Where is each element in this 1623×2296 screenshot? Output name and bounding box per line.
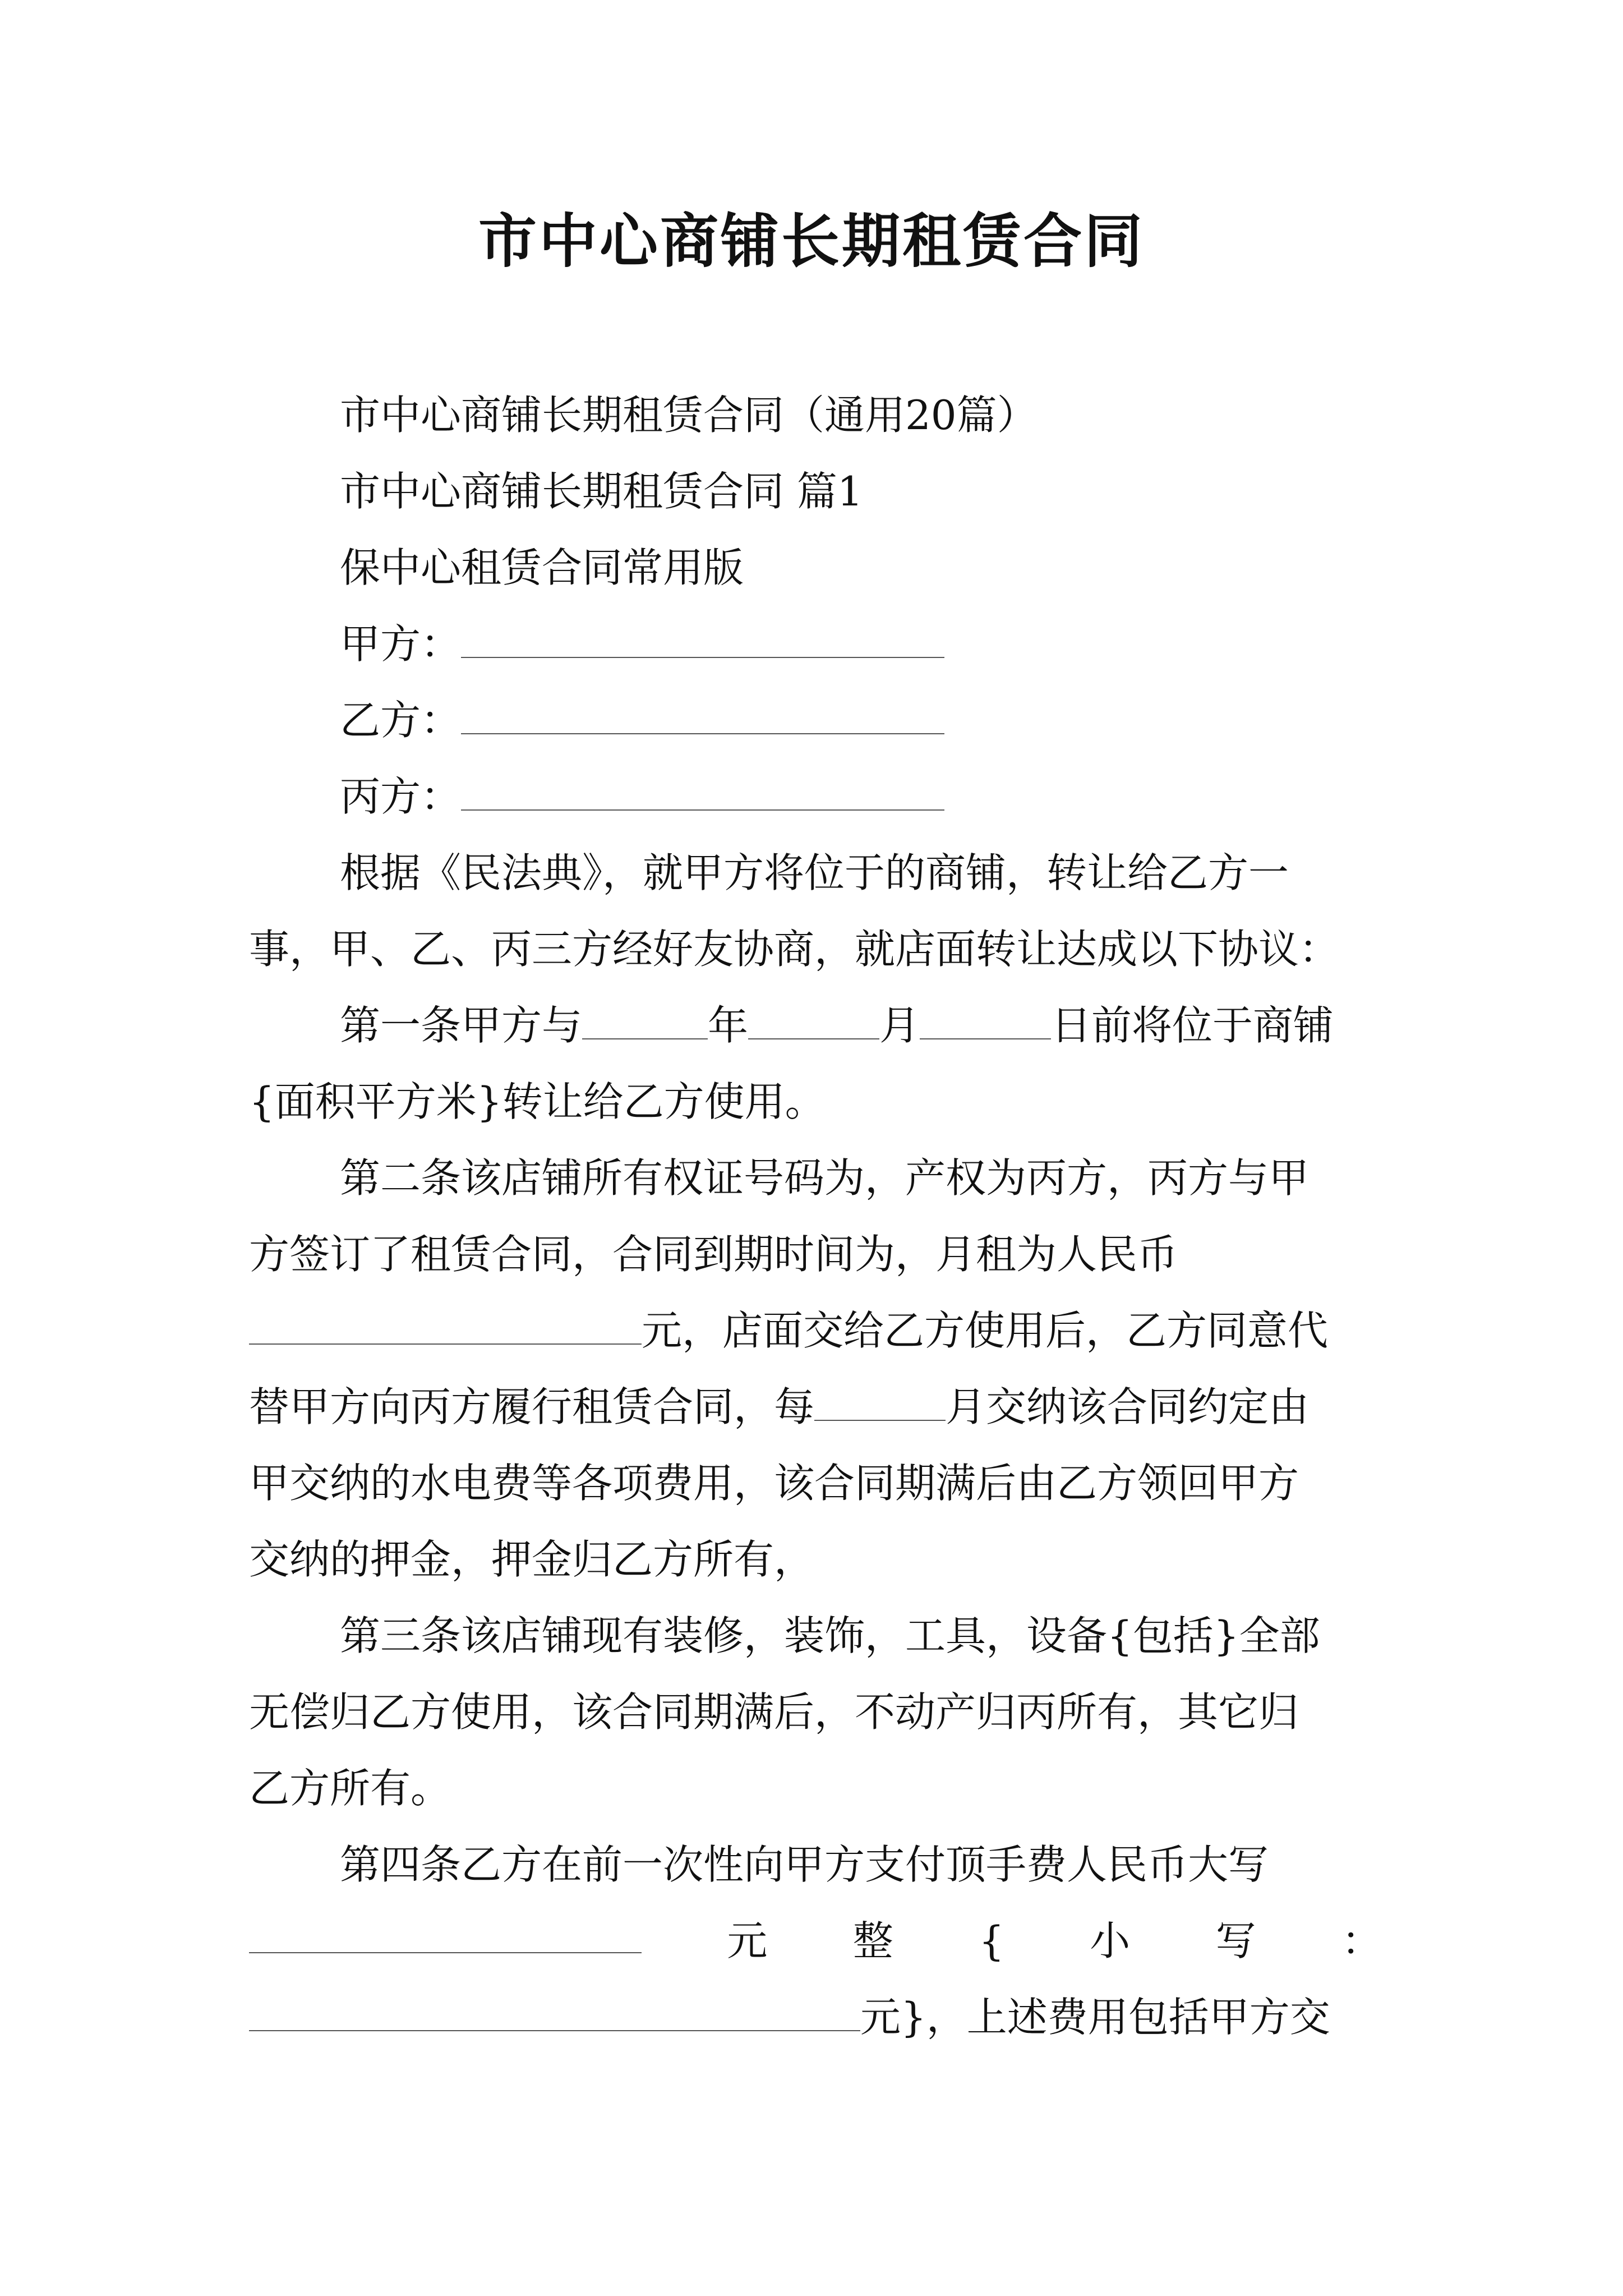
article-4-line-1: 第四条乙方在前一次性向甲方支付顶手费人民币大写: [340, 1841, 1269, 1888]
article-4-colon: ：: [1341, 1917, 1382, 1964]
party-c-line: [340, 769, 944, 825]
article-1-line-2: {面积平方米}转让给乙方使用。: [249, 1078, 826, 1125]
article-4-brace: {: [979, 1917, 1004, 1964]
year-blank[interactable]: [582, 999, 708, 1039]
article-4-yuan: 元: [727, 1917, 768, 1964]
article-2-line-5: 甲交纳的水电费等各项费用，该合同期满后由乙方领回甲方: [249, 1460, 1299, 1507]
fee-lowercase-blank[interactable]: [249, 1991, 860, 2031]
intro-line-1: 根据《民法典》，就甲方将位于的商铺，转让给乙方一: [340, 849, 1289, 896]
intro-line-2: 事，甲、乙、丙三方经好友协商，就店面转让达成以下协议：: [249, 926, 1340, 973]
party-b-blank[interactable]: [461, 694, 944, 734]
article-2-line-2: 方签订了租赁合同，合同到期时间为，月租为人民币: [249, 1231, 1178, 1278]
article-4-xiao: 小: [1090, 1917, 1131, 1964]
party-c-label: 丙方：: [340, 773, 462, 820]
payment-interval-blank[interactable]: [814, 1381, 946, 1421]
subtitle: 市中心商铺长期租赁合同（通用20篇）: [340, 392, 1038, 439]
party-a-line: [340, 616, 944, 672]
rent-amount-blank[interactable]: [249, 1304, 642, 1345]
party-a-label: 甲方：: [340, 620, 462, 668]
party-b-line: [340, 692, 944, 748]
article-2-text-3: 元，店面交给乙方使用后，乙方同意代: [642, 1307, 1329, 1354]
fee-uppercase-blank[interactable]: [249, 1913, 642, 1953]
article-2-line-1: 第二条该店铺所有权证号码为，产权为丙方，丙方与甲: [340, 1154, 1310, 1202]
article-1-month: 月: [879, 1002, 920, 1049]
article-1-year: 年: [708, 1002, 749, 1049]
part-heading: 市中心商铺长期租赁合同 篇1: [340, 468, 863, 515]
article-3-line-2: 无偿归乙方使用，该合同期满后，不动产归丙所有，其它归: [249, 1688, 1299, 1736]
party-b-label: 乙方：: [340, 697, 462, 744]
version-label: 保中心租赁合同常用版: [340, 544, 744, 591]
article-4-xie: 写: [1215, 1917, 1256, 1964]
day-blank[interactable]: [920, 999, 1051, 1039]
article-4-line-2: [249, 1913, 1382, 1969]
article-2-text-4a: 替甲方向丙方履行租赁合同，每: [249, 1383, 815, 1430]
article-2-line-6: 交纳的押金，押金归乙方所有，: [249, 1536, 815, 1583]
article-1-line-1: [340, 997, 1334, 1053]
party-a-blank[interactable]: [461, 618, 944, 658]
article-4-line-3: [249, 1989, 1330, 2045]
party-c-blank[interactable]: [461, 770, 944, 811]
article-1-text-b: 日前将位于商铺: [1051, 1002, 1334, 1049]
document-title: 市中心商铺长期租赁合同: [478, 206, 1145, 275]
article-3-line-1: 第三条该店铺现有装修，装饰，工具，设备{包括}全部: [340, 1612, 1320, 1659]
article-4-text-3: 元}，上述费用包括甲方交: [860, 1994, 1330, 2041]
article-3-line-3: 乙方所有。: [249, 1765, 451, 1812]
article-1-text-a: 第一条甲方与: [340, 1002, 583, 1049]
article-2-line-3: [249, 1303, 1328, 1359]
article-4-zheng: 整: [852, 1917, 893, 1964]
article-2-text-4b: 月交纳该合同约定由: [946, 1383, 1310, 1430]
article-2-line-4: [249, 1379, 1309, 1435]
month-blank[interactable]: [748, 999, 879, 1039]
